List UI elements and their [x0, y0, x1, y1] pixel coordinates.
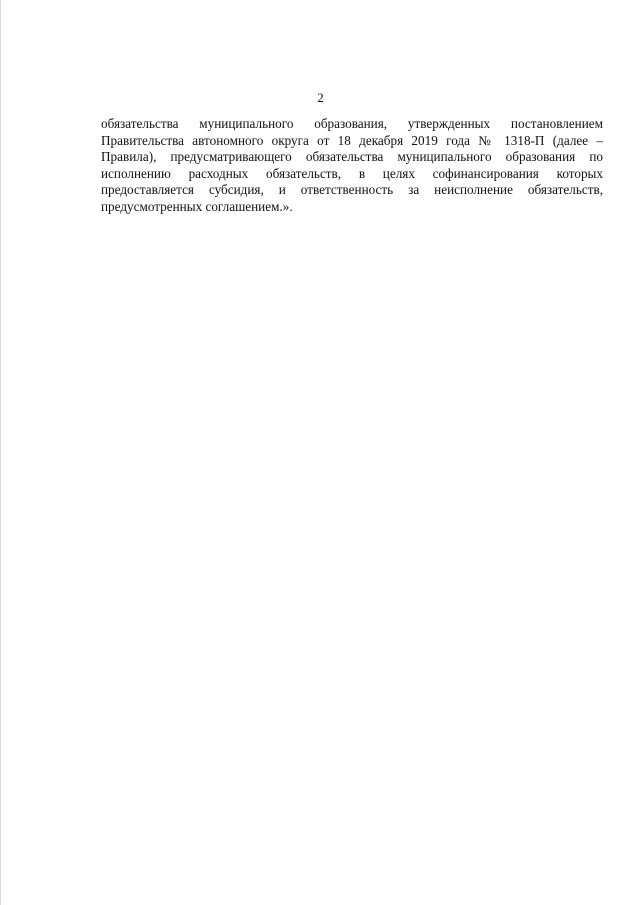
- page-number: 2: [317, 90, 324, 105]
- paragraph-line: обязательства муниципального образования, утвержденных постановлением: [101, 116, 603, 131]
- paragraph-line: предусмотренных соглашением.».: [101, 198, 293, 214]
- paragraph-line: предоставляется субсидия, и ответственность за неисполнение обязательств,: [101, 182, 603, 198]
- paragraph-line: исполнению расходных обязательств, в целях софинансирования которых: [101, 165, 603, 181]
- body-paragraph: [101, 116, 603, 216]
- paragraph-line: Правила), предусматривающего обязательства муниципального образования по: [101, 149, 603, 165]
- paragraph-line: Правительства автономного округа от 18 декабря 2019 года № 1318-П (далее –: [101, 132, 603, 148]
